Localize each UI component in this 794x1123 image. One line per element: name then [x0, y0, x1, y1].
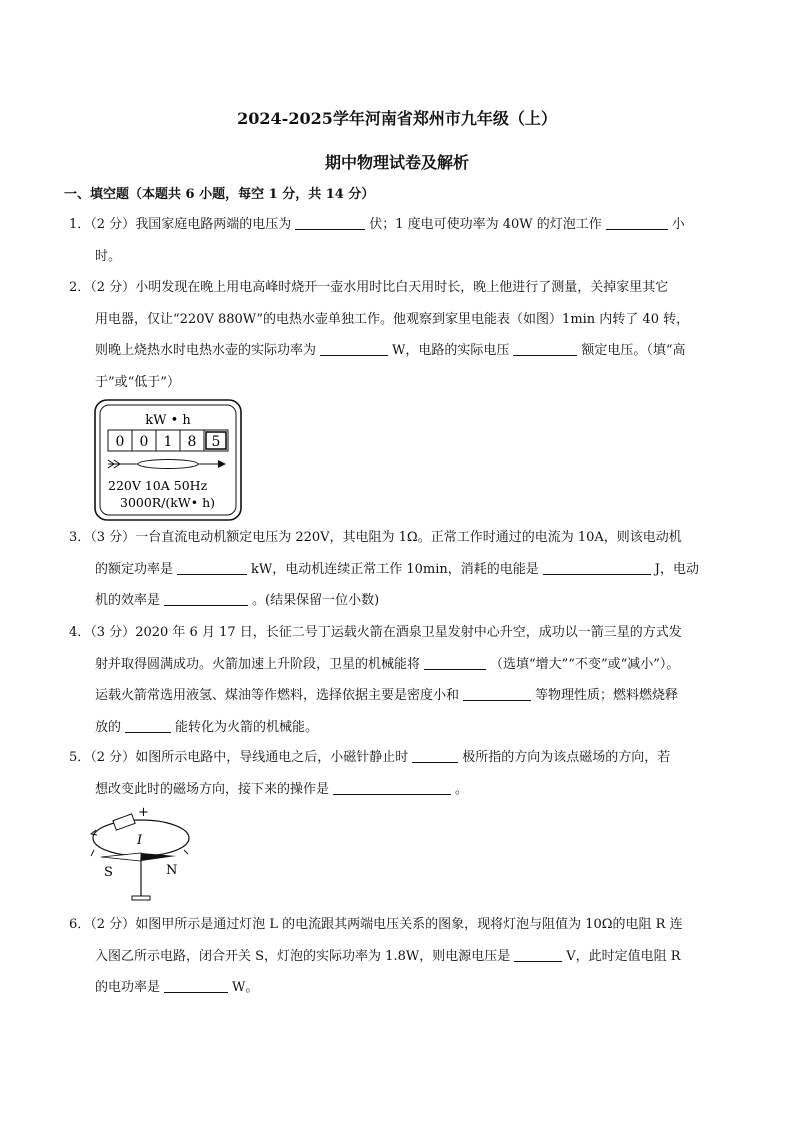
q3-blank-1[interactable] [177, 560, 247, 575]
q4-number: 4． [69, 625, 91, 640]
meter-digit: 0 [139, 434, 149, 450]
q1-text-b: 伏；1 度电可使功率为 40W 的灯泡工作 [369, 217, 602, 232]
q6-line-3a: 的电功率是 [95, 980, 161, 996]
q2-blank-1[interactable] [320, 341, 388, 356]
q2-blank-2[interactable] [513, 341, 577, 356]
q4-line-2a: 射并取得圆满成功。火箭加速上升阶段，卫星的机械能将 [95, 656, 421, 672]
q6-score: （2 分） [90, 917, 136, 932]
q5-score: （2 分） [90, 750, 136, 765]
meter-digit: 1 [163, 434, 173, 450]
q5-line-1b: 极所指的方向为该点磁场的方向，若 [462, 750, 671, 765]
electric-meter-figure [94, 399, 242, 521]
title-line-1: 2024-2025学年河南省郑州市九年级（上） [237, 109, 557, 128]
question-4 [69, 617, 729, 743]
q5-line-2b: 。 [455, 781, 469, 797]
q5-line-2a: 想改变此时的磁场方向，接下来的操作是 [95, 781, 330, 797]
q4-line-3a: 运载火箭常选用液氢、煤油等作燃料，选择依据主要是密度小和 [95, 688, 460, 704]
q3-line-2c: J，电动 [654, 561, 700, 577]
question-2 [69, 272, 729, 398]
q1-text-d: 时。 [95, 248, 122, 264]
q4-line-1: 2020 年 6 月 17 日，长征二号丁运载火箭在酒泉卫星发射中心升空，成功以一箭三星的方式发 [135, 625, 682, 640]
q3-number: 3． [69, 530, 91, 545]
q6-number: 6． [69, 917, 91, 932]
q3-line-2b: kW，电动机连续正常工作 10min，消耗的电能是 [251, 561, 539, 577]
q6-line-2a: 入图乙所示电路，闭合开关 S，灯泡的实际功率为 1.8W，则电源电压是 [95, 948, 511, 964]
q1-blank-2[interactable] [606, 215, 668, 230]
q1-blank-1[interactable] [295, 215, 365, 230]
q6-line-1: 如图甲所示是通过灯泡 L 的电流跟其两端电压关系的图象，现将灯泡与阻值为 10Ω的电阻 R 连 [135, 917, 683, 932]
q1-text-a: 我国家庭电路两端的电压为 [135, 217, 292, 232]
q2-line-3c: 额定电压。（填“高 [581, 343, 686, 359]
q4-line-4b: 能转化为火箭的机械能。 [175, 719, 319, 735]
q2-line-4: 于”或“低于”） [95, 374, 180, 390]
meter-digit: 5 [211, 434, 221, 450]
meter-disc-arrow-icon [108, 460, 226, 469]
q4-score: （3 分） [90, 625, 136, 640]
q3-line-3b: 。(结果保留一位小数) [252, 593, 380, 609]
q2-score: （2 分） [90, 280, 136, 295]
q2-line-3b: W，电路的实际电压 [392, 343, 510, 359]
q5-blank-1[interactable] [412, 748, 458, 763]
question-1 [69, 209, 729, 272]
q4-line-4a: 放的 [95, 719, 122, 735]
q3-blank-3[interactable] [164, 591, 248, 606]
current-arrow-icon-2 [91, 850, 94, 856]
meter-digit-row [108, 430, 228, 451]
plus-sign: + [138, 806, 149, 820]
section-heading: 一、填空题（本题共 6 小题，每空 1 分，共 14 分） [64, 187, 375, 202]
q5-number: 5． [69, 750, 91, 765]
meter-unit-label: kW • h [145, 413, 191, 428]
q3-blank-2[interactable] [543, 560, 651, 575]
q2-number: 2． [69, 280, 91, 295]
q2-line-1: 小明发现在晚上用电高峰时烧开一壶水用时比白天用时长，晚上他进行了测量，关掉家里其它 [135, 280, 669, 295]
meter-digit: 0 [115, 434, 125, 450]
q5-line-1a: 如图所示电路中，导线通电之后，小磁针静止时 [135, 750, 409, 765]
current-arrow-icon-3 [184, 850, 188, 854]
south-label: S [104, 865, 113, 880]
q4-blank-1[interactable] [424, 655, 486, 670]
north-label: N [166, 863, 178, 878]
q3-line-3a: 机的效率是 [95, 593, 161, 609]
q4-line-2b: （选填“增大”“不变”或“减小”）。 [490, 656, 680, 672]
q3-line-2a: 的额定功率是 [95, 561, 174, 577]
q1-number: 1． [69, 217, 91, 232]
meter-spec-1: 220V 10A 50Hz [108, 478, 208, 493]
title-line-2: 期中物理试卷及解析 [324, 153, 469, 172]
q2-line-2: 用电器，仅让“220V 880W”的电热水壶单独工作。他观察到家里电能表（如图）1min 内转了 40 转， [95, 311, 690, 327]
q4-line-3b: 等物理性质；燃料燃烧释 [535, 688, 679, 704]
q4-blank-3[interactable] [125, 718, 171, 733]
battery-icon [113, 814, 135, 830]
magnetic-needle-figure [86, 806, 196, 906]
q6-line-2b: V，此时定值电阻 R [566, 948, 681, 964]
q3-score: （3 分） [90, 530, 136, 545]
q6-blank-2[interactable] [164, 978, 228, 993]
q1-text-c: 小 [671, 217, 685, 232]
q2-line-3a: 则晚上烧热水时电热水壶的实际功率为 [95, 343, 317, 359]
meter-spec-2: 3000R/(kW• h) [120, 495, 216, 510]
q4-blank-2[interactable] [463, 686, 531, 701]
q6-line-3b: W。 [232, 980, 259, 996]
question-6 [69, 909, 729, 1004]
q1-score: （2 分） [90, 217, 136, 232]
q3-line-1: 一台直流电动机额定电压为 220V，其电阻为 1Ω。正常工作时通过的电流为 10A，则该电动机 [135, 530, 682, 545]
question-5 [69, 742, 729, 805]
q5-blank-2[interactable] [333, 780, 451, 795]
meter-digit: 8 [187, 434, 197, 450]
q6-blank-1[interactable] [514, 947, 562, 962]
current-label: I [137, 833, 143, 848]
question-3 [69, 522, 729, 617]
